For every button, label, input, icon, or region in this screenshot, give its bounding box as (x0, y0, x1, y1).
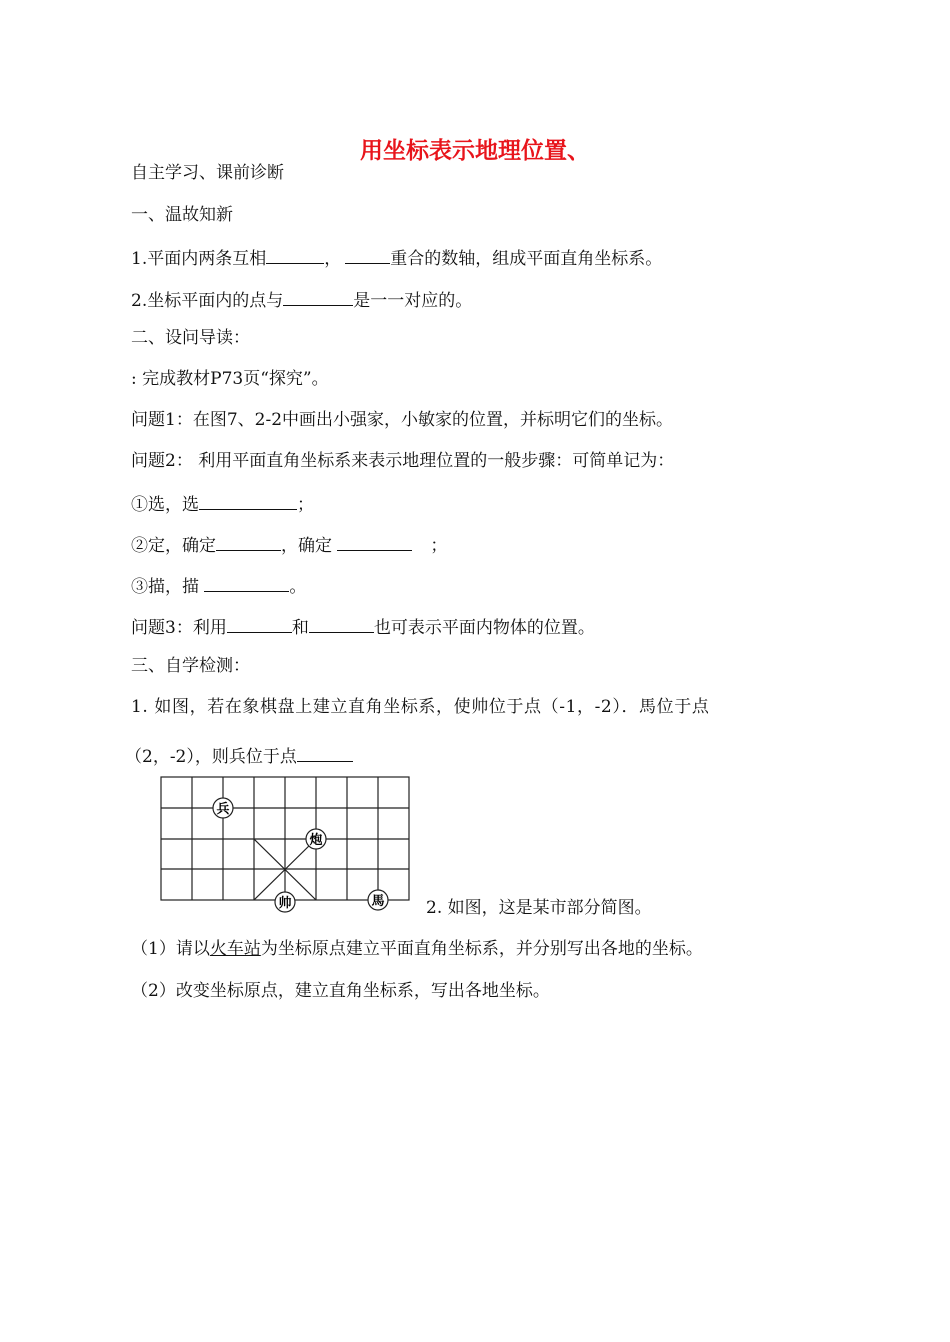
q1-text-a: 1.平面内两条互相 (131, 249, 267, 269)
part3-question-2: 2. 如图，这是某市部分简图。 (426, 898, 652, 918)
part2-intro: : 完成教材P73页“探究”。 (131, 369, 329, 389)
question-2-sub-2: （2）改变坐标原点，建立直角坐标系，写出各地坐标。 (131, 981, 550, 1001)
p3-text-a: 问题3：利用 (131, 618, 227, 638)
page-title: 用坐标表示地理位置、 (360, 138, 590, 164)
piece-bing (213, 798, 233, 818)
answer-blank[interactable] (297, 743, 353, 762)
answer-blank[interactable] (345, 245, 390, 264)
origin-station-text: 火车站 (209, 939, 261, 959)
q1-text-b: ， (324, 249, 342, 269)
piece-pao-label: 炮 (309, 833, 323, 848)
section-intro: 自主学习、课前诊断 (131, 163, 284, 183)
answer-blank[interactable] (204, 573, 289, 592)
piece-bing-label: 兵 (216, 802, 230, 817)
problem-1: 问题1：在图7、2-2中画出小强家，小敏家的位置，并标明它们的坐标。 (131, 410, 674, 430)
sub1-text-a: （1）请以 (131, 939, 210, 959)
part3-question-1-line2 (125, 743, 353, 768)
problem-2: 问题2： 利用平面直角坐标系来表示地理位置的一般步骤：可简单记为： (131, 451, 675, 471)
answer-blank[interactable] (309, 614, 374, 633)
piece-shuai-label: 帅 (278, 896, 292, 911)
answer-blank[interactable] (216, 532, 281, 551)
answer-blank[interactable] (199, 491, 297, 510)
q2-text-a: 2.坐标平面内的点与 (131, 291, 284, 311)
step2-text-b: ，确定 (281, 536, 338, 556)
step2-text-a: ②定，确定 (131, 536, 216, 556)
piece-ma-label: 馬 (371, 894, 385, 909)
answer-blank[interactable] (227, 614, 292, 633)
part2-heading: 二、设问导读： (131, 328, 250, 348)
answer-blank[interactable] (266, 245, 324, 264)
piece-shuai (275, 892, 295, 912)
q2-text-b: 是一一对应的。 (353, 291, 473, 311)
q1-text-c: 重合的数轴，组成平面直角坐标系。 (390, 249, 663, 269)
step-1 (131, 491, 314, 516)
question-2-sub-1 (131, 938, 703, 960)
answer-blank[interactable] (283, 287, 353, 306)
board-grid (161, 777, 409, 900)
step3-text-a: ③描，描 (131, 577, 205, 597)
step1-text-b: ； (297, 495, 314, 515)
part1-question-1 (131, 245, 662, 270)
p3-text-c: 也可表示平面内物体的位置。 (373, 618, 595, 638)
answer-blank[interactable] (337, 532, 412, 551)
problem-3 (131, 614, 595, 639)
step-3 (131, 573, 306, 598)
step2-text-c: ； (430, 536, 448, 556)
piece-pao (306, 829, 326, 849)
sub1-text-c: 为坐标原点建立平面直角坐标系，并分别写出各地的坐标。 (260, 939, 703, 959)
piece-ma (368, 890, 388, 910)
step-2 (131, 532, 447, 557)
q1-line2-text: （2，-2），则兵位于点 (125, 747, 297, 767)
chess-board-figure (160, 776, 412, 918)
step1-text-a: ①选，选 (131, 495, 199, 515)
part1-question-2 (131, 287, 472, 312)
p3-text-b: 和 (291, 618, 309, 638)
part3-question-1-line1: 1. 如图，若在象棋盘上建立直角坐标系，使帅位于点（-1，-2）．馬位于点 (131, 697, 710, 717)
step3-text-b: 。 (289, 577, 307, 597)
part3-heading: 三、自学检测： (131, 656, 250, 676)
part1-heading: 一、温故知新 (131, 205, 233, 225)
